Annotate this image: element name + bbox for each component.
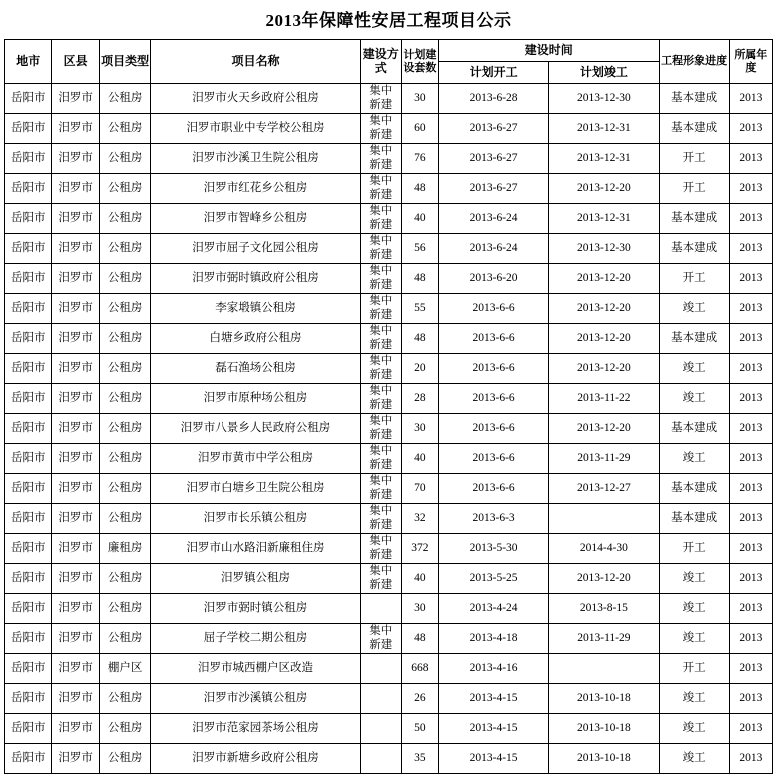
cell-year: 2013 [729, 744, 772, 774]
cell-city: 岳阳市 [5, 714, 52, 744]
cell-year: 2013 [729, 294, 772, 324]
cell-planned-units: 60 [401, 114, 438, 144]
cell-progress: 基本建成 [659, 114, 729, 144]
table-row [5, 714, 773, 744]
cell-planned-start: 2013-4-18 [438, 624, 548, 654]
cell-progress: 基本建成 [659, 84, 729, 114]
cell-progress: 基本建成 [659, 234, 729, 264]
table-row [5, 84, 773, 114]
cell-planned-finish: 2013-12-20 [549, 324, 659, 354]
cell-progress: 基本建成 [659, 324, 729, 354]
cell-county: 汨罗市 [52, 264, 99, 294]
cell-build-mode: 集中 新建 [360, 324, 401, 354]
cell-planned-finish: 2013-12-31 [549, 114, 659, 144]
cell-planned-finish: 2013-12-31 [549, 204, 659, 234]
table-row [5, 624, 773, 654]
cell-county: 汨罗市 [52, 474, 99, 504]
cell-planned-finish: 2013-12-27 [549, 474, 659, 504]
cell-city: 岳阳市 [5, 114, 52, 144]
cell-build-mode: 集中 新建 [360, 534, 401, 564]
cell-project-name: 汨罗市黄市中学公租房 [151, 444, 360, 474]
cell-planned-start: 2013-6-24 [438, 234, 548, 264]
cell-build-mode: 集中 新建 [360, 414, 401, 444]
cell-planned-units: 28 [401, 384, 438, 414]
cell-project-type: 公租房 [99, 414, 151, 444]
cell-year: 2013 [729, 84, 772, 114]
cell-planned-finish: 2013-12-31 [549, 144, 659, 174]
cell-county: 汨罗市 [52, 354, 99, 384]
cell-project-type: 公租房 [99, 624, 151, 654]
cell-city: 岳阳市 [5, 564, 52, 594]
cell-planned-start: 2013-6-24 [438, 204, 548, 234]
cell-project-type: 公租房 [99, 264, 151, 294]
cell-project-name: 汨罗市职业中专学校公租房 [151, 114, 360, 144]
cell-progress: 开工 [659, 174, 729, 204]
cell-year: 2013 [729, 324, 772, 354]
table-row [5, 654, 773, 684]
cell-build-mode: 集中 新建 [360, 504, 401, 534]
cell-project-type: 公租房 [99, 384, 151, 414]
cell-progress: 基本建成 [659, 474, 729, 504]
cell-project-type: 公租房 [99, 744, 151, 774]
header-row-top [5, 40, 773, 62]
cell-project-type: 公租房 [99, 504, 151, 534]
cell-planned-units: 40 [401, 564, 438, 594]
cell-planned-finish: 2013-12-20 [549, 414, 659, 444]
cell-progress: 竣工 [659, 354, 729, 384]
cell-progress: 开工 [659, 534, 729, 564]
table-row [5, 144, 773, 174]
cell-county: 汨罗市 [52, 714, 99, 744]
column-header-project-type [99, 40, 151, 84]
cell-year: 2013 [729, 354, 772, 384]
cell-project-type: 公租房 [99, 474, 151, 504]
cell-planned-finish: 2014-4-30 [549, 534, 659, 564]
cell-project-name: 汨罗市山水路汨新廉租住房 [151, 534, 360, 564]
cell-year: 2013 [729, 174, 772, 204]
cell-year: 2013 [729, 654, 772, 684]
cell-county: 汨罗市 [52, 294, 99, 324]
cell-progress: 竣工 [659, 744, 729, 774]
cell-project-name: 汨罗市范家园茶场公租房 [151, 714, 360, 744]
column-header-planned-units: 计划建设套数 [401, 40, 438, 84]
cell-planned-units: 30 [401, 414, 438, 444]
cell-planned-start: 2013-6-27 [438, 174, 548, 204]
cell-progress: 竣工 [659, 444, 729, 474]
cell-planned-finish: 2013-10-18 [549, 744, 659, 774]
cell-planned-finish: 2013-12-30 [549, 84, 659, 114]
table-row [5, 684, 773, 714]
column-header-build-mode: 建设方式 [360, 40, 401, 84]
cell-city: 岳阳市 [5, 594, 52, 624]
cell-planned-start: 2013-5-30 [438, 534, 548, 564]
cell-year: 2013 [729, 504, 772, 534]
cell-build-mode [360, 654, 401, 684]
cell-county: 汨罗市 [52, 534, 99, 564]
table-row [5, 354, 773, 384]
page-title: 2013年保障性安居工程项目公示 [265, 11, 512, 30]
cell-project-name: 李家塅镇公租房 [151, 294, 360, 324]
cell-project-name: 白塘乡政府公租房 [151, 324, 360, 354]
column-header-city: 地市 [5, 40, 52, 84]
table-row [5, 174, 773, 204]
cell-county: 汨罗市 [52, 684, 99, 714]
cell-year: 2013 [729, 144, 772, 174]
cell-city: 岳阳市 [5, 144, 52, 174]
cell-build-mode: 集中 新建 [360, 624, 401, 654]
table-row [5, 114, 773, 144]
table-row [5, 294, 773, 324]
cell-progress: 基本建成 [659, 204, 729, 234]
cell-city: 岳阳市 [5, 624, 52, 654]
cell-planned-start: 2013-6-6 [438, 324, 548, 354]
cell-project-name: 汨罗市长乐镇公租房 [151, 504, 360, 534]
cell-project-name: 汨罗市原种场公租房 [151, 384, 360, 414]
cell-planned-start: 2013-6-6 [438, 474, 548, 504]
cell-planned-units: 32 [401, 504, 438, 534]
cell-planned-start: 2013-4-15 [438, 744, 548, 774]
cell-planned-units: 76 [401, 144, 438, 174]
cell-build-mode: 集中 新建 [360, 264, 401, 294]
table-row [5, 534, 773, 564]
cell-planned-units: 50 [401, 714, 438, 744]
column-header-planned-finish: 计划竣工 [549, 62, 659, 84]
table-row [5, 264, 773, 294]
cell-county: 汨罗市 [52, 414, 99, 444]
cell-year: 2013 [729, 234, 772, 264]
cell-progress: 竣工 [659, 594, 729, 624]
cell-progress: 开工 [659, 144, 729, 174]
cell-year: 2013 [729, 384, 772, 414]
cell-county: 汨罗市 [52, 324, 99, 354]
cell-planned-start: 2013-6-6 [438, 354, 548, 384]
cell-build-mode: 集中 新建 [360, 114, 401, 144]
cell-planned-units: 40 [401, 444, 438, 474]
cell-build-mode: 集中 新建 [360, 564, 401, 594]
cell-planned-units: 372 [401, 534, 438, 564]
cell-project-name: 汨罗市智峰乡公租房 [151, 204, 360, 234]
cell-year: 2013 [729, 264, 772, 294]
project-disclosure-table [4, 39, 773, 774]
cell-county: 汨罗市 [52, 84, 99, 114]
cell-planned-start: 2013-6-28 [438, 84, 548, 114]
cell-planned-finish: 2013-11-29 [549, 444, 659, 474]
cell-planned-finish: 2013-8-15 [549, 594, 659, 624]
cell-planned-units: 20 [401, 354, 438, 384]
table-row [5, 474, 773, 504]
cell-progress: 基本建成 [659, 414, 729, 444]
table-row [5, 444, 773, 474]
cell-build-mode: 集中 新建 [360, 234, 401, 264]
cell-project-type: 公租房 [99, 324, 151, 354]
cell-project-type: 公租房 [99, 714, 151, 744]
cell-city: 岳阳市 [5, 204, 52, 234]
cell-planned-units: 48 [401, 264, 438, 294]
table-row [5, 384, 773, 414]
cell-project-name: 汨罗市屈子文化园公租房 [151, 234, 360, 264]
cell-planned-start: 2013-6-27 [438, 144, 548, 174]
cell-progress: 开工 [659, 654, 729, 684]
cell-county: 汨罗市 [52, 594, 99, 624]
cell-project-type: 公租房 [99, 354, 151, 384]
column-header-progress: 工程形象进度 [659, 40, 729, 84]
column-header-planned-start: 计划开工 [438, 62, 548, 84]
table-row [5, 564, 773, 594]
cell-planned-start: 2013-6-20 [438, 264, 548, 294]
cell-build-mode: 集中 新建 [360, 84, 401, 114]
cell-project-type: 公租房 [99, 114, 151, 144]
cell-progress: 竣工 [659, 384, 729, 414]
table-row [5, 204, 773, 234]
cell-city: 岳阳市 [5, 84, 52, 114]
cell-city: 岳阳市 [5, 294, 52, 324]
table-row [5, 234, 773, 264]
cell-build-mode: 集中 新建 [360, 294, 401, 324]
cell-county: 汨罗市 [52, 444, 99, 474]
cell-build-mode: 集中 新建 [360, 354, 401, 384]
cell-planned-finish: 2013-10-18 [549, 684, 659, 714]
cell-build-mode: 集中 新建 [360, 444, 401, 474]
cell-planned-units: 48 [401, 324, 438, 354]
cell-year: 2013 [729, 414, 772, 444]
cell-year: 2013 [729, 594, 772, 624]
cell-planned-start: 2013-6-3 [438, 504, 548, 534]
cell-planned-start: 2013-5-25 [438, 564, 548, 594]
cell-county: 汨罗市 [52, 744, 99, 774]
cell-county: 汨罗市 [52, 504, 99, 534]
cell-project-name: 磊石渔场公租房 [151, 354, 360, 384]
cell-progress: 基本建成 [659, 504, 729, 534]
cell-planned-finish: 2013-11-22 [549, 384, 659, 414]
cell-county: 汨罗市 [52, 114, 99, 144]
cell-planned-finish: 2013-12-20 [549, 294, 659, 324]
cell-planned-start: 2013-4-15 [438, 714, 548, 744]
cell-city: 岳阳市 [5, 354, 52, 384]
column-header-project-name: 项目名称 [151, 40, 360, 84]
cell-year: 2013 [729, 204, 772, 234]
cell-planned-units: 56 [401, 234, 438, 264]
cell-progress: 竣工 [659, 714, 729, 744]
table-row [5, 414, 773, 444]
cell-project-type: 公租房 [99, 84, 151, 114]
cell-planned-start: 2013-6-6 [438, 444, 548, 474]
cell-project-type: 公租房 [99, 144, 151, 174]
cell-project-type: 公租房 [99, 444, 151, 474]
cell-planned-start: 2013-4-24 [438, 594, 548, 624]
cell-city: 岳阳市 [5, 684, 52, 714]
cell-planned-units: 40 [401, 204, 438, 234]
cell-city: 岳阳市 [5, 264, 52, 294]
cell-project-name: 汨罗市沙溪卫生院公租房 [151, 144, 360, 174]
cell-build-mode: 集中 新建 [360, 174, 401, 204]
cell-progress: 开工 [659, 264, 729, 294]
cell-planned-start: 2013-6-6 [438, 384, 548, 414]
column-header-year: 所属年度 [729, 40, 772, 84]
cell-year: 2013 [729, 534, 772, 564]
column-header-project-type-text: 项目类型 [101, 53, 150, 68]
cell-build-mode [360, 594, 401, 624]
cell-planned-finish: 2013-12-20 [549, 564, 659, 594]
cell-build-mode [360, 714, 401, 744]
cell-year: 2013 [729, 714, 772, 744]
cell-project-type: 公租房 [99, 174, 151, 204]
cell-county: 汨罗市 [52, 144, 99, 174]
cell-planned-units: 668 [401, 654, 438, 684]
cell-year: 2013 [729, 114, 772, 144]
cell-planned-finish [549, 654, 659, 684]
cell-build-mode: 集中 新建 [360, 384, 401, 414]
cell-county: 汨罗市 [52, 204, 99, 234]
cell-year: 2013 [729, 444, 772, 474]
cell-project-type: 公租房 [99, 234, 151, 264]
table-row [5, 594, 773, 624]
cell-build-mode: 集中 新建 [360, 204, 401, 234]
cell-build-mode: 集中 新建 [360, 144, 401, 174]
cell-city: 岳阳市 [5, 384, 52, 414]
cell-project-type: 公租房 [99, 684, 151, 714]
cell-city: 岳阳市 [5, 324, 52, 354]
cell-planned-units: 48 [401, 624, 438, 654]
column-header-county: 区县 [52, 40, 99, 84]
cell-project-type: 棚户区 [99, 654, 151, 684]
cell-city: 岳阳市 [5, 744, 52, 774]
cell-planned-finish: 2013-12-30 [549, 234, 659, 264]
cell-project-name: 汨罗市新塘乡政府公租房 [151, 744, 360, 774]
cell-project-name: 汨罗市弼时镇公租房 [151, 594, 360, 624]
cell-progress: 竣工 [659, 624, 729, 654]
cell-city: 岳阳市 [5, 234, 52, 264]
cell-project-type: 公租房 [99, 294, 151, 324]
cell-year: 2013 [729, 564, 772, 594]
table-row [5, 324, 773, 354]
cell-project-name: 汨罗市沙溪镇公租房 [151, 684, 360, 714]
cell-planned-finish: 2013-12-20 [549, 174, 659, 204]
cell-progress: 竣工 [659, 564, 729, 594]
cell-planned-start: 2013-6-6 [438, 414, 548, 444]
cell-county: 汨罗市 [52, 234, 99, 264]
cell-planned-units: 48 [401, 174, 438, 204]
cell-progress: 竣工 [659, 294, 729, 324]
cell-year: 2013 [729, 474, 772, 504]
cell-county: 汨罗市 [52, 564, 99, 594]
cell-project-type: 公租房 [99, 204, 151, 234]
cell-project-name: 汨罗市弼时镇政府公租房 [151, 264, 360, 294]
cell-planned-start: 2013-6-6 [438, 294, 548, 324]
cell-project-name: 汨罗市城西棚户区改造 [151, 654, 360, 684]
cell-planned-finish [549, 504, 659, 534]
table-row [5, 504, 773, 534]
cell-city: 岳阳市 [5, 474, 52, 504]
cell-city: 岳阳市 [5, 534, 52, 564]
cell-county: 汨罗市 [52, 624, 99, 654]
cell-planned-units: 30 [401, 594, 438, 624]
cell-year: 2013 [729, 684, 772, 714]
cell-build-mode: 集中 新建 [360, 474, 401, 504]
cell-city: 岳阳市 [5, 444, 52, 474]
cell-planned-start: 2013-4-16 [438, 654, 548, 684]
cell-county: 汨罗市 [52, 174, 99, 204]
cell-project-type: 公租房 [99, 564, 151, 594]
cell-planned-units: 30 [401, 84, 438, 114]
cell-planned-finish: 2013-12-20 [549, 354, 659, 384]
cell-planned-units: 70 [401, 474, 438, 504]
cell-project-name: 汨罗市八景乡人民政府公租房 [151, 414, 360, 444]
cell-planned-start: 2013-6-27 [438, 114, 548, 144]
cell-city: 岳阳市 [5, 174, 52, 204]
cell-city: 岳阳市 [5, 414, 52, 444]
cell-city: 岳阳市 [5, 504, 52, 534]
column-header-build-time: 建设时间 [438, 40, 659, 62]
cell-build-mode [360, 684, 401, 714]
cell-progress: 竣工 [659, 684, 729, 714]
cell-project-type: 公租房 [99, 594, 151, 624]
cell-project-name: 汨罗市火天乡政府公租房 [151, 84, 360, 114]
cell-planned-units: 26 [401, 684, 438, 714]
cell-county: 汨罗市 [52, 384, 99, 414]
cell-county: 汨罗市 [52, 654, 99, 684]
cell-planned-start: 2013-4-15 [438, 684, 548, 714]
cell-planned-finish: 2013-12-20 [549, 264, 659, 294]
cell-planned-finish: 2013-10-18 [549, 714, 659, 744]
cell-project-name: 汨罗镇公租房 [151, 564, 360, 594]
cell-project-type: 廉租房 [99, 534, 151, 564]
table-header [5, 40, 773, 84]
cell-project-name: 汨罗市红花乡公租房 [151, 174, 360, 204]
cell-project-name: 汨罗市白塘乡卫生院公租房 [151, 474, 360, 504]
cell-planned-units: 35 [401, 744, 438, 774]
cell-project-name: 屈子学校二期公租房 [151, 624, 360, 654]
table-body [5, 84, 773, 774]
cell-build-mode [360, 744, 401, 774]
cell-year: 2013 [729, 624, 772, 654]
cell-planned-finish: 2013-11-29 [549, 624, 659, 654]
cell-planned-units: 55 [401, 294, 438, 324]
table-row [5, 744, 773, 774]
cell-city: 岳阳市 [5, 654, 52, 684]
